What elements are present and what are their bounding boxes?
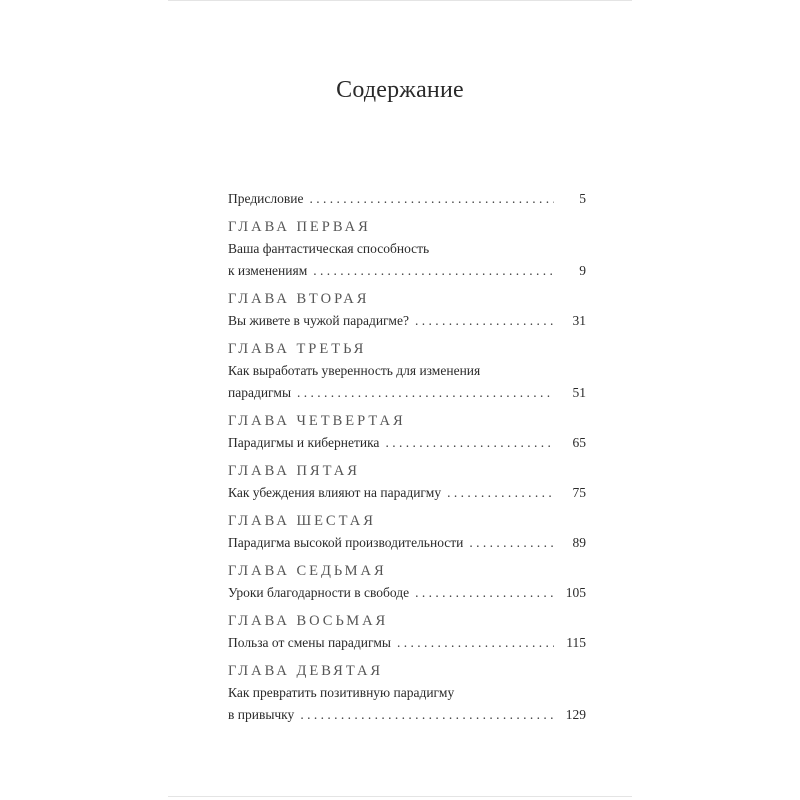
toc-entry-text: Предисловие — [228, 191, 304, 206]
toc-entry-text: Вы живете в чужой парадигме? — [228, 313, 409, 328]
chapter-label: ГЛАВА ТРЕТЬЯ — [228, 341, 367, 357]
toc-page-number: 105 — [565, 585, 586, 600]
chapter-label: ГЛАВА ПЕРВАЯ — [228, 219, 371, 235]
dot-leader — [385, 432, 554, 454]
toc-page-number: 129 — [565, 707, 586, 722]
toc-entry-text: Как выработать уверенность для изменения — [228, 363, 481, 378]
toc-entry-text: Польза от смены парадигмы — [228, 635, 391, 650]
page-title: Содержание — [336, 77, 464, 103]
toc-page-number: 89 — [572, 535, 586, 550]
toc-chapter-4 — [228, 410, 586, 454]
toc-page-number: 5 — [579, 191, 586, 206]
toc-page-number: 9 — [579, 263, 586, 278]
chapter-label: ГЛАВА ЧЕТВЕРТАЯ — [228, 413, 406, 429]
toc-entry-text: Как превратить позитивную парадигму — [228, 685, 455, 700]
chapter-label: ГЛАВА ПЯТАЯ — [228, 463, 360, 479]
toc-chapter-1 — [228, 216, 586, 282]
toc-entry-text: Уроки благодарности в свободе — [228, 585, 410, 600]
toc-entry-text: парадигмы — [228, 385, 292, 400]
dot-leader — [415, 582, 554, 604]
toc-entry-last-line — [228, 532, 586, 554]
table-of-contents — [228, 188, 586, 726]
chapter-label: ГЛАВА ВОСЬМАЯ — [228, 613, 389, 629]
chapter-label: ГЛАВА ДЕВЯТАЯ — [228, 663, 384, 679]
toc-chapter-7 — [228, 560, 586, 604]
toc-entry-text-line — [228, 238, 586, 260]
toc-chapter-3 — [228, 338, 586, 404]
dot-leader — [397, 632, 554, 654]
toc-entry-text: к изменениям — [228, 263, 308, 278]
toc-entry-text: Ваша фантастическая способность — [228, 241, 430, 256]
toc-page-number: 75 — [572, 485, 586, 500]
toc-entry-last-line — [228, 432, 586, 454]
toc-chapter-5 — [228, 460, 586, 504]
chapter-label: ГЛАВА ВТОРАЯ — [228, 291, 370, 307]
dot-leader — [309, 188, 554, 210]
toc-entry-last-line — [228, 704, 586, 726]
toc-entry-preface — [228, 188, 586, 210]
toc-entry-last-line — [228, 482, 586, 504]
dot-leader — [447, 482, 554, 504]
toc-entry-last-line — [228, 310, 586, 332]
toc-entry-text: Как убеждения влияют на парадигму — [228, 485, 442, 500]
toc-chapter-2 — [228, 288, 586, 332]
toc-entry-last-line — [228, 632, 586, 654]
toc-page-number: 31 — [572, 313, 586, 328]
dot-leader — [313, 260, 554, 282]
dot-leader — [415, 310, 554, 332]
page-top-edge — [168, 0, 632, 1]
toc-page-number: 65 — [572, 435, 586, 450]
chapter-label: ГЛАВА СЕДЬМАЯ — [228, 563, 387, 579]
toc-entry-last-line — [228, 260, 586, 282]
dot-leader — [300, 704, 554, 726]
toc-chapter-8 — [228, 610, 586, 654]
chapter-label: ГЛАВА ШЕСТАЯ — [228, 513, 376, 529]
toc-entry-last-line — [228, 582, 586, 604]
toc-entry-text: в привычку — [228, 707, 295, 722]
page-bottom-edge — [168, 796, 632, 797]
dot-leader — [469, 532, 554, 554]
toc-page-number: 115 — [566, 635, 586, 650]
dot-leader — [297, 382, 554, 404]
toc-entry-text: Парадигма высокой производительности — [228, 535, 464, 550]
toc-entry-text: Парадигмы и кибернетика — [228, 435, 380, 450]
toc-entry-text-line — [228, 360, 586, 382]
toc-entry-text-line — [228, 682, 586, 704]
toc-chapter-6 — [228, 510, 586, 554]
toc-chapter-9 — [228, 660, 586, 726]
toc-entry-last-line — [228, 382, 586, 404]
toc-page-number: 51 — [572, 385, 586, 400]
